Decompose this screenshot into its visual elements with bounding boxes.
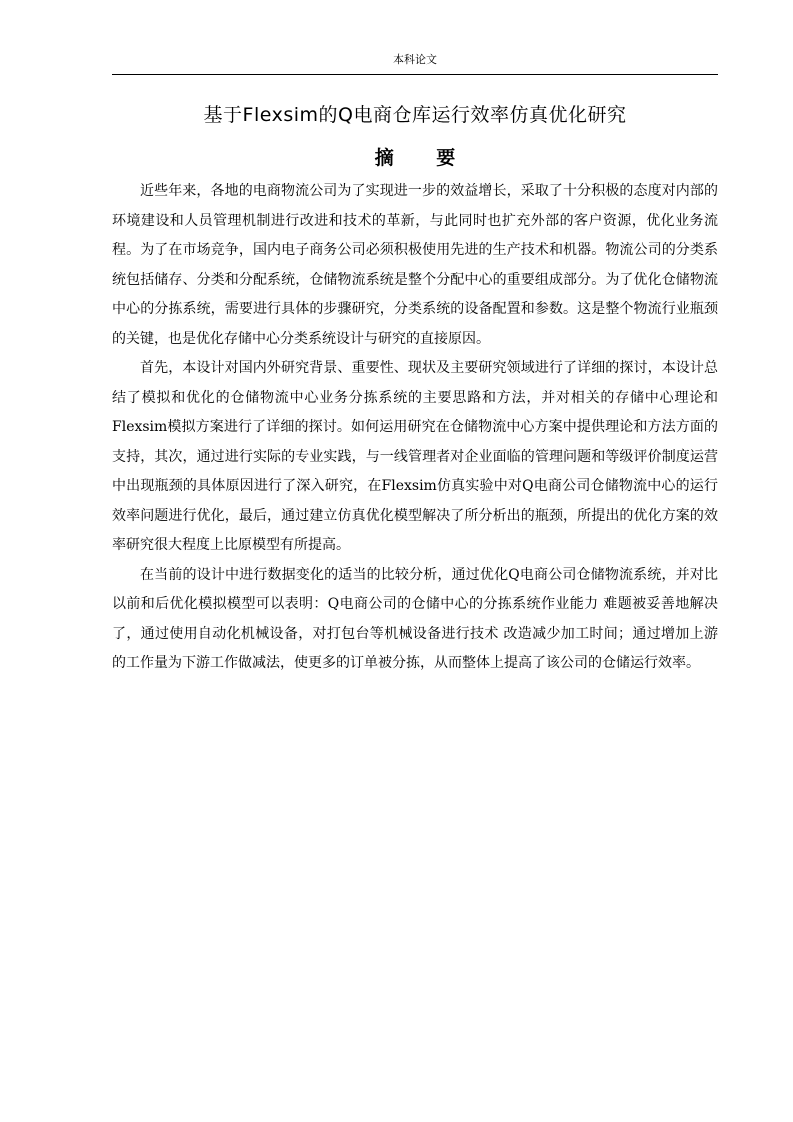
abstract-heading: 摘 要 — [374, 147, 474, 169]
abstract-body — [112, 177, 718, 679]
abstract-paragraph: 首先，本设计对国内外研究背景、重要性、现状及主要研究领域进行了详细的探讨，本设计总结了模拟和优化的仓储物流中心业务分拣系统的主要思路和方法，并对相关的存储中心理论和Flexsim模拟方案进行了详细的探讨。如何运用研究在仓储物流中心方案中提供理论和方法方面的支持，其次，通过进行实际的专业实践，与一线管理者对企业面临的管理问题和等级评价制度运营中出现瓶颈的具体原因进行了深入研究，在Flexsim仿真实验中对Q电商公司仓储物流中心的运行效率问题进行优化，最后，通过建立仿真优化模型解决了所分析出的瓶颈，所提出的优化方案的效率研究很大程度上比原模型有所提高。 — [112, 360, 718, 553]
page-header — [112, 52, 718, 75]
document-title: 基于Flexsim的Q电商仓库运行效率仿真优化研究 — [203, 104, 627, 126]
header-label: 本科论文 — [393, 53, 437, 66]
abstract-paragraph: 在当前的设计中进行数据变化的适当的比较分析，通过优化Q电商公司仓储物流系统，并对比以前和后优化模拟模型可以表明：Q电商公司的仓储中心的分拣系统作业能力 难题被妥善地解决了，通过使用自动化机械设备，对打包台等机械设备进行技术 改造减少加工时间；通过增加上游的工作量为下游工作做减法，使更多的订单被分拣，从而整体上提高了该公司的仓储运行效率。 — [112, 566, 718, 671]
abstract-paragraph: 近些年来，各地的电商物流公司为了实现进一步的效益增长，采取了十分积极的态度对内部的环境建设和人员管理机制进行改进和技术的革新，与此同时也扩充外部的客户资源，优化业务流程。为了在市场竞争，国内电子商务公司必须积极使用先进的生产技术和机器。物流公司的分类系统包括储存、分类和分配系统，仓储物流系统是整个分配中心的重要组成部分。为了优化仓储物流中心的分拣系统，需要进行具体的步骤研究，分类系统的设备配置和参数。这是整个物流行业瓶颈的关键，也是优化存储中心分类系统设计与研究的直接原因。 — [112, 183, 718, 347]
